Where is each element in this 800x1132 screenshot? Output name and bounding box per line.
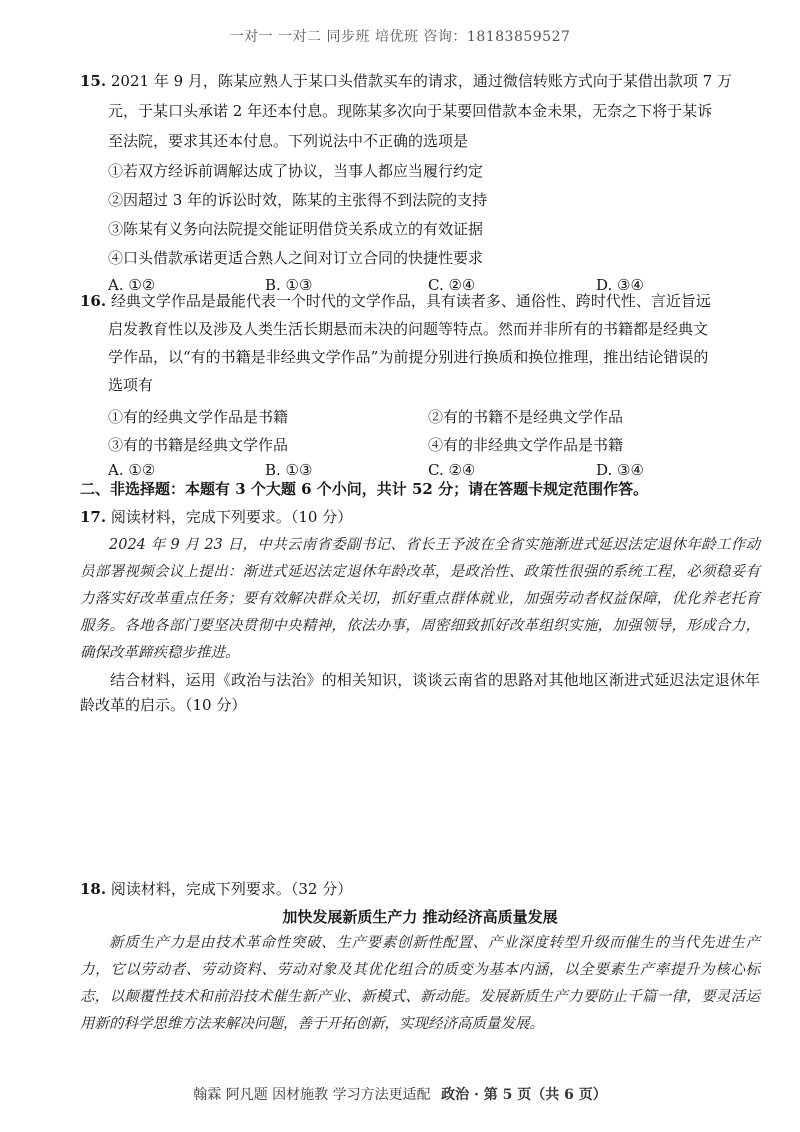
material-title: 加快发展新质生产力 推动经济高质量发展 [282,908,558,926]
question-instruction: 阅读材料，完成下列要求。（32 分） [110,880,353,898]
statement: ②因超过 3 年的诉讼时效，陈某的主张得不到法院的支持 [108,191,488,209]
question-line: 启发教育性以及涉及人类生活长期悬而未决的问题等特点。然而并非所有的书籍都是经典文 [108,320,709,338]
question-number: 17. [80,508,107,526]
question-number: 18. [80,880,107,898]
question-line: 至法院，要求其还本付息。下列说法中不正确的选项是 [108,132,469,150]
statements-row-1 [80,402,760,424]
question-number: 15. [80,72,107,90]
statement: ①若双方经诉前调解达成了协议，当事人都应当履行约定 [108,162,484,180]
material-box [80,930,760,1038]
page-footer [0,1084,800,1104]
option-a: A. ①② [108,461,156,479]
option-b: B. ①③ [265,276,313,294]
statement: ④口头借款承诺更适合熟人之间对订立合同的快捷性要求 [108,249,484,267]
question-line: 元，于某口头承诺 2 年还本付息。现陈某多次向于某要回借款本金未果，无奈之下将于某诉 [108,102,713,120]
option-a: A. ①② [108,276,156,294]
answer-options [80,261,760,294]
question-line: 学作品，以“有的书籍是非经典文学作品”为前提分别进行换质和换位推理，推出结论错误的 [108,348,709,366]
material-text: 新质生产力是由技术革命性突破、生产要素创新性配置、产业深度转型升级而催生的当代先进生产力，它以劳动者、劳动资料、劳动对象及其优化组合的质变为基本内涵，以全要素生产率提升为核心标志，以颠覆性技术和前沿技术催生新产业、新模式、新动能。发展新质生产力要防止千篇一律，要灵活运用新的科学思维方法来解决问题，善于开拓创新，实现经济高质量发展。 [80,935,760,1032]
page-header: 一对一 一对二 同步班 培优班 咨询：18183859527 [229,29,571,45]
statement: ①有的经典文学作品是书籍 [108,408,289,426]
section-heading: 二、非选择题：本题有 3 个大题 6 个小问，共计 52 分；请在答题卡规定范围作答。 [80,480,649,498]
material-box [80,532,760,667]
option-c: C. ②④ [428,276,476,294]
option-d: D. ③④ [596,461,644,479]
answer-options [80,458,760,480]
question-prompt [80,668,760,718]
statement: ④有的非经典文学作品是书籍 [428,436,624,454]
question-instruction: 阅读材料，完成下列要求。（10 分） [110,508,353,526]
option-d: D. ③④ [596,276,644,294]
page-number: 政治 · 第 5 页（共 6 页） [441,1087,607,1103]
question-line: 选项有 [108,376,154,394]
footer-watermark: 翰霖 阿凡题 因材施教 学习方法更适配 [193,1087,431,1103]
statements-row-2 [80,430,760,452]
statement: ②有的书籍不是经典文学作品 [428,408,624,426]
question-line: 2021 年 9 月，陈某应熟人于某口头借款买车的请求，通过微信转账方式向于某借出款项 7 万 [110,72,732,90]
material-text: 2024 年 9 月 23 日，中共云南省委副书记、省长王予波在全省实施渐进式延迟法定退休年龄工作动员部署视频会议上提出：渐进式延迟法定退休年龄改革，是政治性、政策性很强的系统工程，必须稳妥有力落实好改革重点任务；要有效解决群众关切，抓好重点群体就业，加强劳动者权益保障，优化养老托育服务。各地各部门要坚决贯彻中央精神，依法办事，周密细致抓好改革组织实施，加强领导，形成合力，确保改革蹄疾稳步推进。 [80,537,760,661]
statement: ③陈某有义务向法院提交能证明借贷关系成立的有效证据 [108,220,484,238]
question-line: 经典文学作品是最能代表一个时代的文学作品，具有读者多、通俗性、跨时代性、言近旨远 [110,292,711,310]
option-b: B. ①③ [265,461,313,479]
statement: ③有的书籍是经典文学作品 [108,436,289,454]
option-c: C. ②④ [428,461,476,479]
prompt-text: 结合材料，运用《政治与法治》的相关知识，谈谈云南省的思路对其他地区渐进式延迟法定退休年龄改革的启示。（10 分） [80,671,760,714]
question-number: 16. [80,292,107,310]
